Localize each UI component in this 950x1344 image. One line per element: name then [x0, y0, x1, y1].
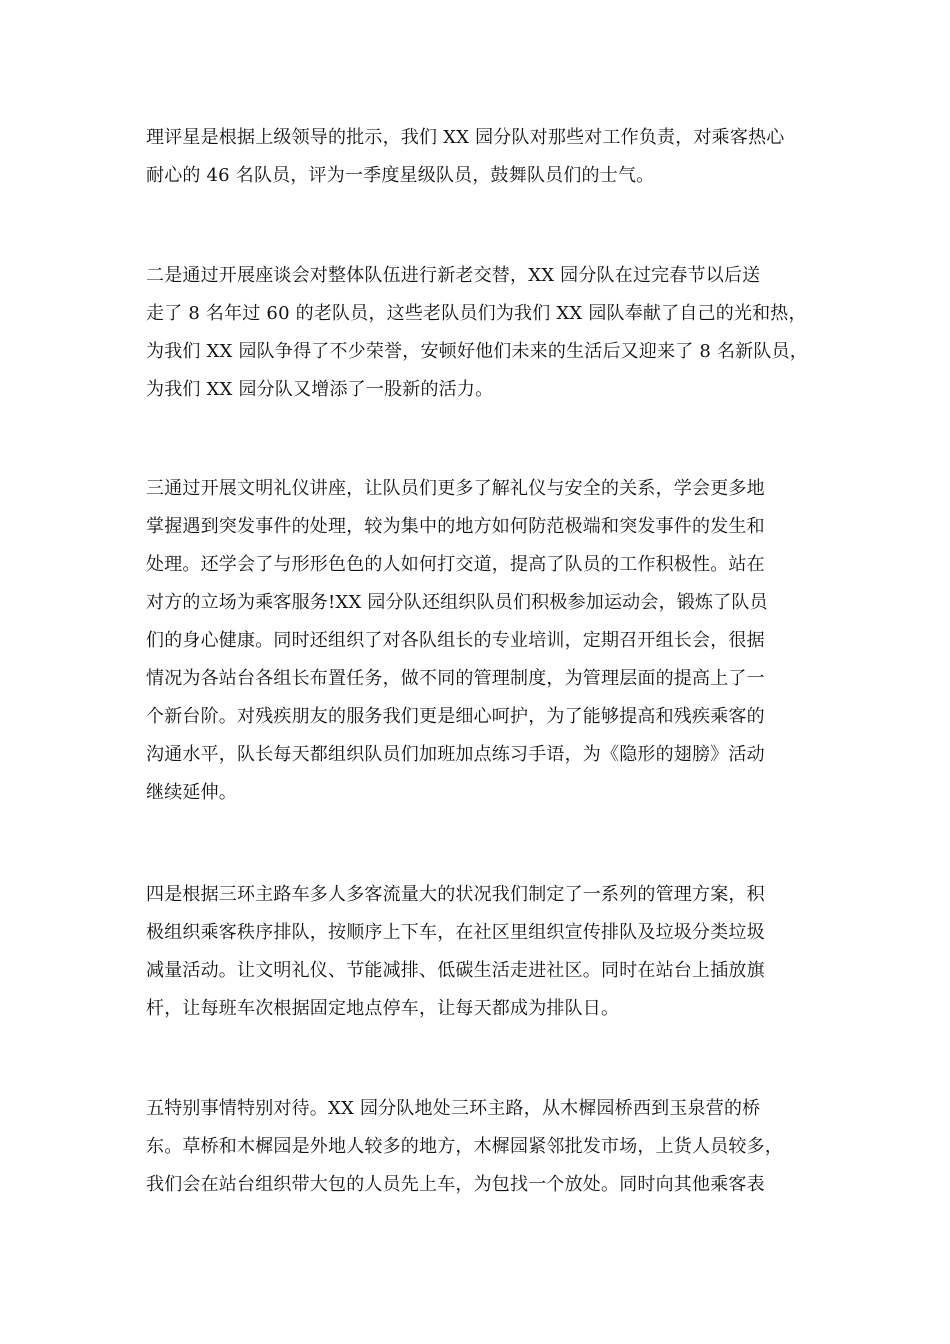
text-line: 杆，让每班车次根据固定地点停车，让每天都成为排队日。 [146, 998, 620, 1019]
text-line: 东。草桥和木樨园是外地人较多的地方，木樨园紧邻批发市场，上货人员较多， [146, 1136, 783, 1157]
text-line: 掌握遇到突发事件的处理，较为集中的地方如何防范极端和突发事件的发生和 [146, 516, 765, 537]
text-line: 二是通过开展座谈会对整体队伍进行新老交替，XX 园分队在过完春节以后送 [146, 265, 761, 286]
text-line: 为我们 XX 园队争得了不少荣誉，安顿好他们未来的生活后又迎来了 8 名新队员， [146, 341, 808, 362]
paragraph-special-handling [146, 1090, 816, 1204]
text-line: 个新台阶。对残疾朋友的服务我们更是细心呵护，为了能够提高和残疾乘客的 [146, 706, 765, 727]
paragraph-star-rating [146, 119, 816, 195]
text-line: 继续延伸。 [146, 782, 237, 803]
text-line: 沟通水平，队长每天都组织队员们加班加点练习手语，为《隐形的翅膀》活动 [146, 744, 765, 765]
text-line: 走了 8 名年过 60 的老队员，这些老队员们为我们 XX 园队奉献了自己的光和热， [146, 303, 807, 324]
paragraph-queue-management [146, 876, 816, 1028]
text-line: 极组织乘客秩序排队，按顺序上下车，在社区里组织宣传排队及垃圾分类垃圾 [146, 922, 765, 943]
text-line: 为我们 XX 园分队又增添了一股新的活力。 [146, 379, 494, 400]
text-line: 四是根据三环主路车多人多客流量大的状况我们制定了一系列的管理方案，积 [146, 884, 765, 905]
text-line: 耐心的 46 名队员，评为一季度星级队员，鼓舞队员们的士气。 [146, 165, 655, 186]
text-line: 理评星是根据上级领导的批示，我们 XX 园分队对那些对工作负责，对乘客热心 [146, 127, 785, 148]
paragraph-team-renewal [146, 257, 816, 409]
text-line: 处理。还学会了与形形色色的人如何打交道，提高了队员的工作积极性。站在 [146, 554, 765, 575]
text-line: 对方的立场为乘客服务!XX 园分队还组织队员们积极参加运动会，锻炼了队员 [146, 592, 768, 613]
text-line: 减量活动。让文明礼仪、节能减排、低碳生活走进社区。同时在站台上插放旗 [146, 960, 765, 981]
text-line: 情况为各站台各组长布置任务，做不同的管理制度，为管理层面的提高上了一 [146, 668, 765, 689]
text-line: 我们会在站台组织带大包的人员先上车，为包找一个放处。同时向其他乘客表 [146, 1174, 765, 1195]
paragraph-etiquette-training [146, 470, 816, 812]
text-line: 五特别事情特别对待。XX 园分队地处三环主路，从木樨园桥西到玉泉营的桥 [146, 1098, 761, 1119]
text-line: 们的身心健康。同时还组织了对各队组长的专业培训，定期召开组长会，很据 [146, 630, 765, 651]
text-line: 三通过开展文明礼仪讲座，让队员们更多了解礼仪与安全的关系，学会更多地 [146, 478, 765, 499]
